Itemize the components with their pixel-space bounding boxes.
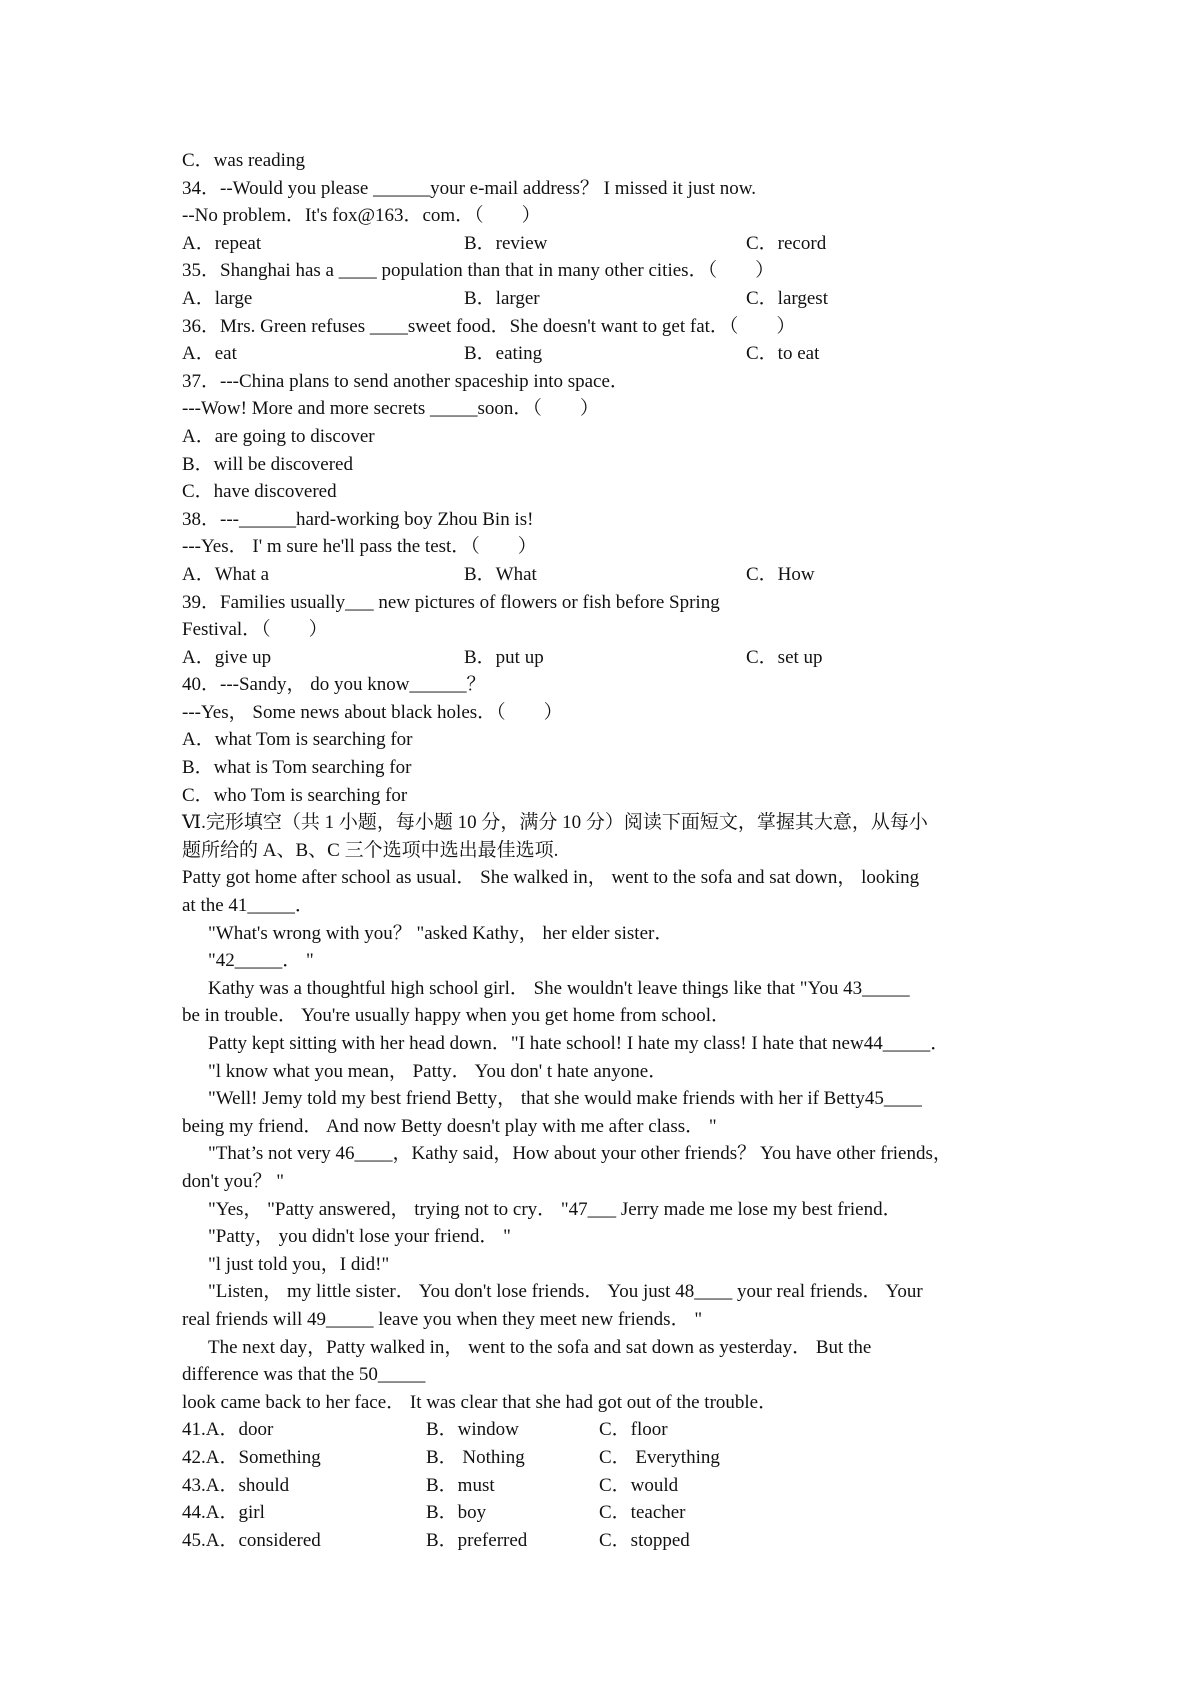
q38-options <box>182 561 1062 589</box>
cloze-row <box>182 1527 1062 1555</box>
cloze-option-c: C．would <box>599 1474 679 1496</box>
passage-line: difference was that the 50_____ <box>182 1364 426 1386</box>
q39-option-b: B．put up <box>464 646 544 668</box>
q35-stem: 35．Shanghai has a ____ population than that in many other cities．（ ） <box>182 260 775 282</box>
cloze-row <box>182 1499 1062 1527</box>
section-instruction: 题所给的 A、B、C 三个选项中选出最佳选项. <box>182 839 559 861</box>
q35-option-a: A．large <box>182 287 253 309</box>
q40-option-b: B．what is Tom searching for <box>182 757 412 779</box>
passage-line: "l just told you，I did!" <box>208 1253 390 1275</box>
cloze-option-b: B．boy <box>426 1502 487 1524</box>
q37-option-b: B．will be discovered <box>182 453 353 475</box>
cloze-option-c: C．floor <box>599 1419 668 1441</box>
passage-line: Patty kept sitting with her head down．"I hate school! I hate my class! I hate that new44_____． <box>208 1033 950 1054</box>
passage-line: "That’s not very 46____，Kathy said，How about your other friends？ You have other friends， <box>208 1143 952 1165</box>
cloze-option-c: C．teacher <box>599 1502 686 1524</box>
cloze-option-a: 43.A．should <box>182 1474 290 1496</box>
q38-stem: 38．---______hard-working boy Zhou Bin is! <box>182 508 534 530</box>
cloze-row <box>182 1472 1062 1500</box>
cloze-option-b: B． Nothing <box>426 1446 525 1468</box>
q39-stem: 39．Families usually___ new pictures of flowers or fish before Spring <box>182 591 720 613</box>
passage-line: Kathy was a thoughtful high school girl． She wouldn't leave things like that "You 43_____ <box>208 977 910 999</box>
cloze-option-a: 42.A．Something <box>182 1446 321 1468</box>
passage-line: "Yes， "Patty answered， trying not to cry． "47___ Jerry made me lose my best friend． <box>208 1198 902 1220</box>
q38-option-a: A．What a <box>182 563 270 585</box>
passage-line: be in trouble． You're usually happy when you get home from school． <box>182 1005 731 1027</box>
q35-option-c: C．largest <box>746 287 828 309</box>
q36-option-a: A．eat <box>182 343 237 365</box>
passage-line: being my friend． And now Betty doesn't play with me after class． " <box>182 1115 717 1137</box>
section-heading: Ⅵ.完形填空（共 1 小题，每小题 10 分，满分 10 分）阅读下面短文，掌握其大意，从每小 <box>182 812 928 834</box>
cloze-option-b: B．must <box>426 1474 495 1496</box>
passage-line: "42_____． " <box>208 950 314 972</box>
q38-option-b: B．What <box>464 563 537 585</box>
q34-reply: --No problem．It's fox@163．com．（ ） <box>182 205 541 227</box>
passage-line: "l know what you mean， Patty． You don' t hate anyone． <box>208 1060 668 1082</box>
q37-option-a: A．are going to discover <box>182 425 375 447</box>
q40-option-a: A．what Tom is searching for <box>182 729 413 751</box>
passage-line: real friends will 49_____ leave you when they meet new friends． " <box>182 1308 703 1330</box>
passage-line: Patty got home after school as usual． She walked in， went to the sofa and sat down， looking <box>182 867 920 889</box>
passage-line: at the 41_____． <box>182 895 314 917</box>
passage-line: "Patty， you didn't lose your friend． " <box>208 1226 511 1248</box>
passage-line: "Listen， my little sister． You don't lose friends． You just 48____ your real friends． Your <box>208 1281 923 1303</box>
q36-option-c: C．to eat <box>746 343 820 365</box>
q39-stem-cont: Festival．（ ） <box>182 619 328 641</box>
cloze-option-b: B．window <box>426 1419 519 1441</box>
q39-options <box>182 644 1062 672</box>
q36-option-b: B．eating <box>464 343 543 365</box>
cloze-row <box>182 1444 1062 1472</box>
passage-line: look came back to her face． It was clear that she had got out of the trouble． <box>182 1391 778 1413</box>
cloze-option-a: 44.A．girl <box>182 1502 265 1524</box>
q39-option-c: C．set up <box>746 646 823 668</box>
q34-options <box>182 230 1062 258</box>
q40-reply: ---Yes， Some news about black holes．（ ） <box>182 701 563 723</box>
q35-option-b: B．larger <box>464 287 540 309</box>
page-content <box>182 147 1062 1554</box>
q34-option-a: A．repeat <box>182 232 262 254</box>
q38-option-c: C．How <box>746 563 815 585</box>
passage-line: don't you？ " <box>182 1170 284 1192</box>
q37-reply: ---Wow! More and more secrets _____soon．（ ） <box>182 398 599 420</box>
cloze-row <box>182 1416 1062 1444</box>
q38-reply: ---Yes． I' m sure he'll pass the test．（ ） <box>182 536 537 558</box>
passage-line: "Well! Jemy told my best friend Betty， that she would make friends with her if Betty45____ <box>208 1088 922 1110</box>
q34-option-c: C．record <box>746 232 827 254</box>
cloze-option-a: 41.A．door <box>182 1419 274 1441</box>
q37-stem: 37．---China plans to send another spaceship into space． <box>182 370 629 392</box>
cloze-option-b: B．preferred <box>426 1529 528 1551</box>
q35-options <box>182 285 1062 313</box>
cloze-option-c: C． Everything <box>599 1446 720 1468</box>
cloze-option-c: C．stopped <box>599 1529 690 1551</box>
q34-stem: 34．--Would you please ______your e-mail address？ I missed it just now. <box>182 177 757 199</box>
q37-option-c: C．have discovered <box>182 481 337 503</box>
q34-option-b: B．review <box>464 232 548 254</box>
passage-line: "What's wrong with you？ "asked Kathy， her elder sister． <box>208 922 674 944</box>
passage-line: The next day，Patty walked in， went to the sofa and sat down as yesterday． But the <box>208 1336 872 1358</box>
q36-stem: 36．Mrs. Green refuses ____sweet food．She doesn't want to get fat．（ ） <box>182 315 796 337</box>
q33-option-c: C．was reading <box>182 150 305 171</box>
q36-options <box>182 340 1062 368</box>
q40-stem: 40．---Sandy， do you know______？ <box>182 674 486 696</box>
cloze-option-a: 45.A．considered <box>182 1529 321 1551</box>
q40-option-c: C．who Tom is searching for <box>182 784 408 806</box>
q39-option-a: A．give up <box>182 646 272 668</box>
